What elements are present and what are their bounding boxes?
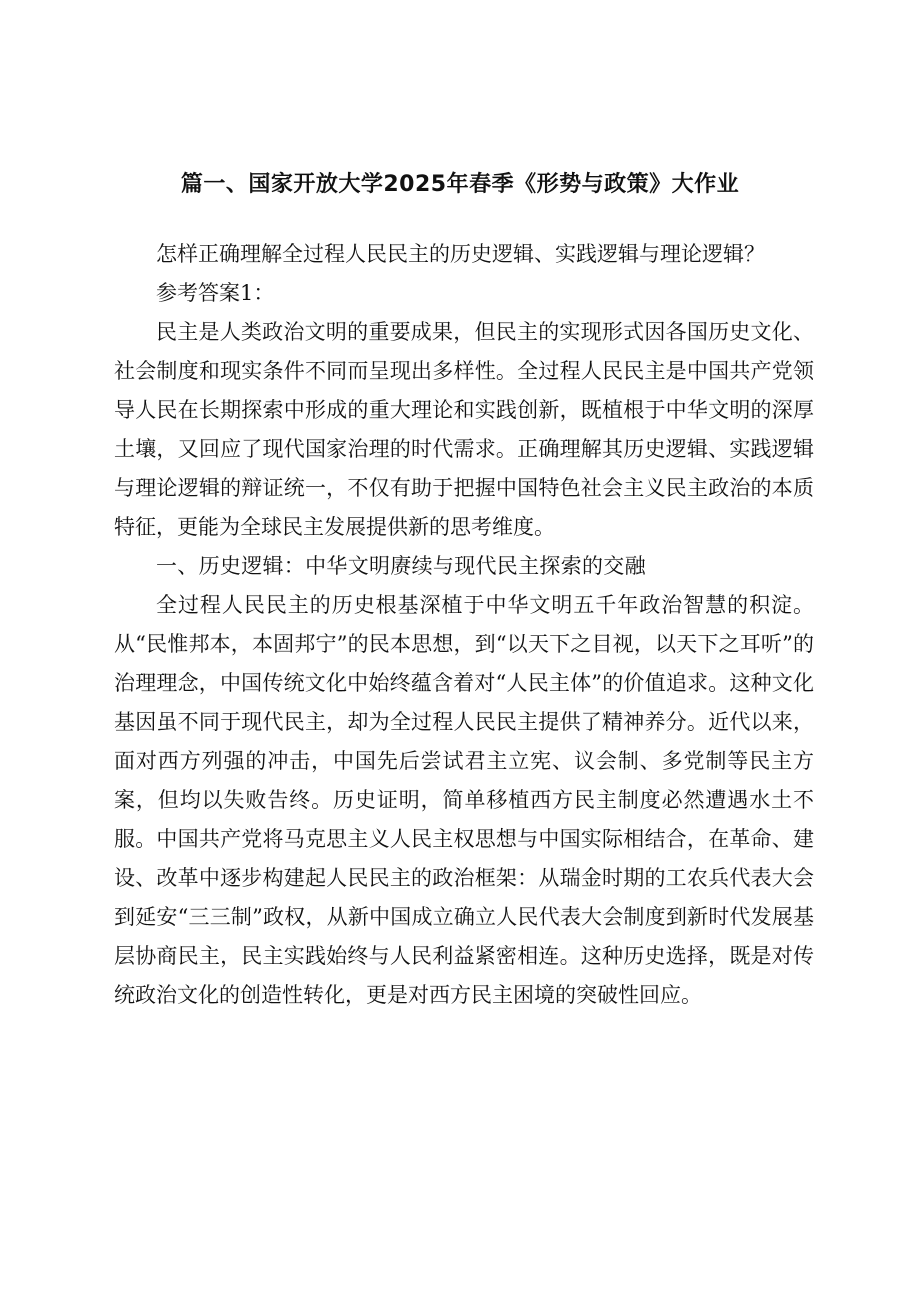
- history-paragraph: 全过程人民民主的历史根基深植于中华文明五千年政治智慧的积淀。从“民惟邦本，本固邦宁”的民本思想，到“以天下之目视，以天下之耳听”的治理理念，中国传统文化中始终蕴含着对“人民主体”的价值追求。这种文化基因虽不同于现代民主，却为全过程人民民主提供了精神养分。近代以来，面对西方列强的冲击，中国先后尝试君主立宪、议会制、多党制等民主方案，但均以失败告终。历史证明，简单移植西方民主制度必然遭遇水土不服。中国共产党将马克思主义人民主权思想与中国实际相结合，在革命、建设、改革中逐步构建起人民民主的政治框架：从瑞金时期的工农兵代表大会到延安“三三制”政权，从新中国成立确立人民代表大会制度到新时代发展基层协商民主，民主实践始终与人民利益紧密相连。这种历史选择，既是对传统政治文化的创造性转化，更是对西方民主困境的突破性回应。: [114, 593, 814, 1007]
- question-text: 怎样正确理解全过程人民民主的历史逻辑、实践逻辑与理论逻辑？: [156, 242, 765, 266]
- intro-paragraph: 民主是人类政治文明的重要成果，但民主的实现形式因各国历史文化、社会制度和现实条件不同而呈现出多样性。全过程人民民主是中国共产党领导人民在长期探索中形成的重大理论和实践创新，既植根于中华文明的深厚土壤，又回应了现代国家治理的时代需求。正确理解其历史逻辑、实践逻辑与理论逻辑的辩证统一，不仅有助于把握中国特色社会主义民主政治的本质特征，更能为全球民主发展提供新的思考维度。: [114, 320, 814, 539]
- document-title: 篇一、国家开放大学2025年春季《形势与政策》大作业: [180, 172, 740, 197]
- answer-label: 参考答案1：: [156, 281, 275, 305]
- document-body: [114, 235, 814, 1015]
- section-heading: 一、历史逻辑：中华文明赓续与现代民主探索的交融: [156, 554, 646, 578]
